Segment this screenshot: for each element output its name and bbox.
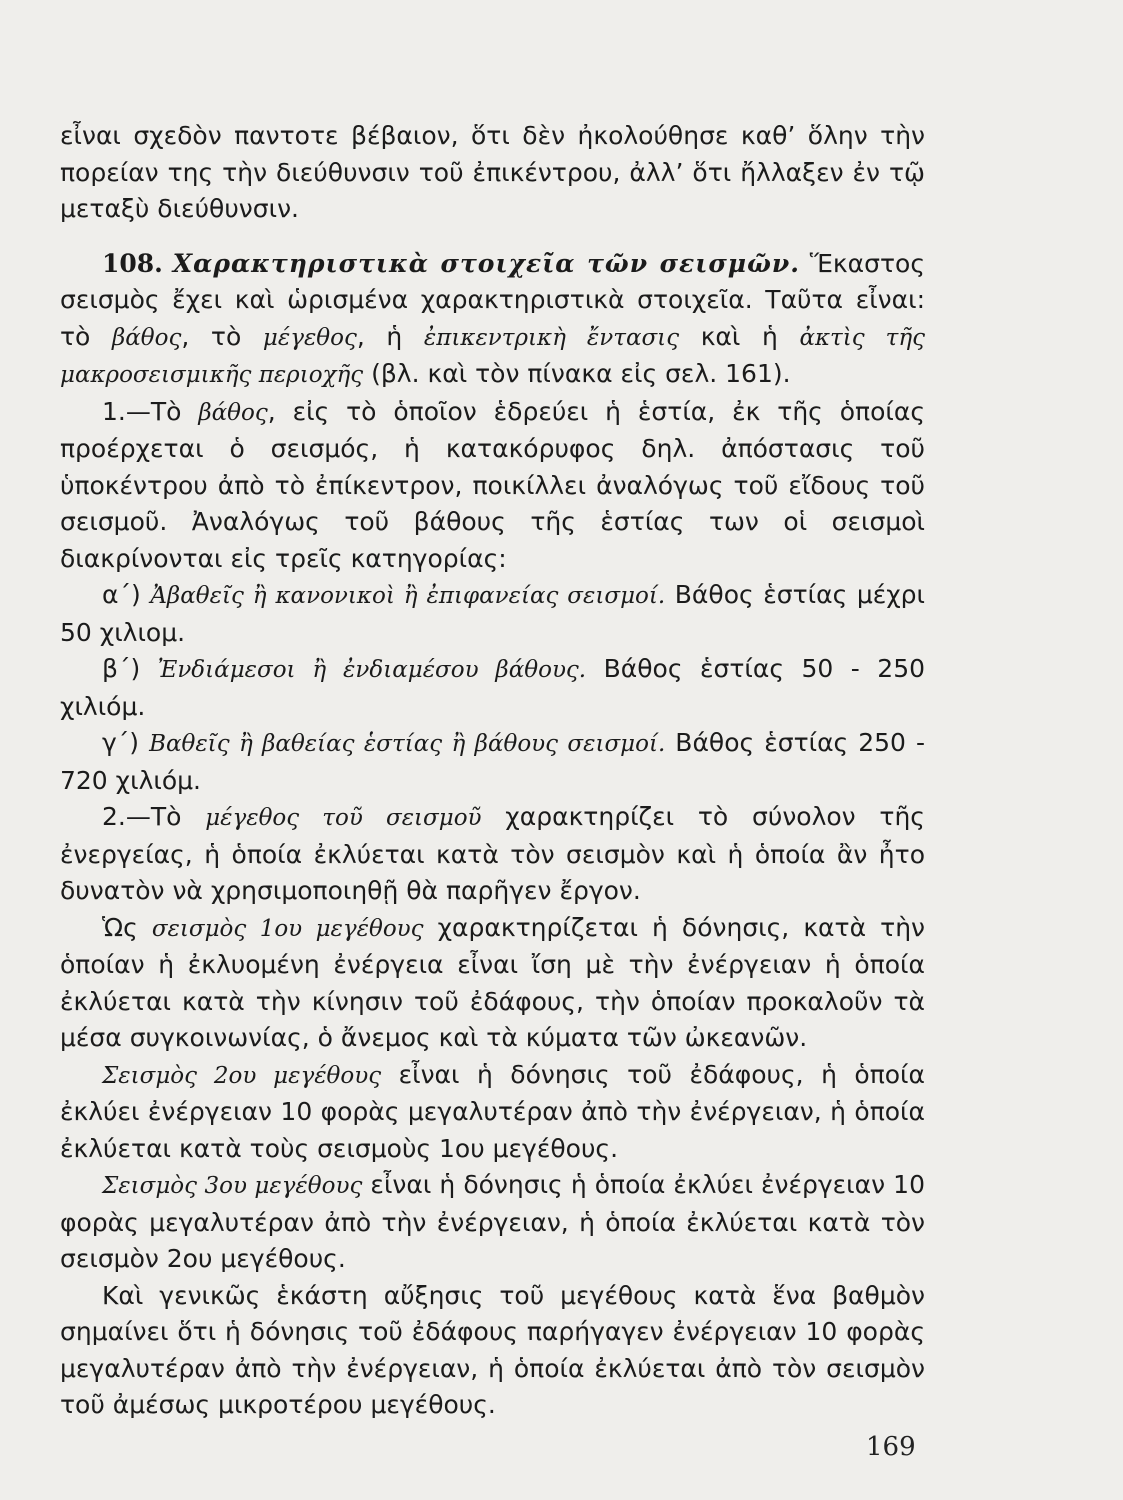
- paragraph-magnitude-3: Σεισμὸς 3ου μεγέθους εἶναι ἡ δόνησις ἡ ὁποία ἐκλύει ἐνέργειαν 10 φορὰς μεγαλυτέραν ἀπὸ τὴν ἐνέργειαν, ἡ ὁποία ἐκλύεται κατὰ τὸν σεισμὸν 2ου μεγέθους.: [60, 1170, 925, 1273]
- paragraph-depth: 1.—Τὸ βάθος, εἰς τὸ ὁποῖον ἑδρεύει ἡ ἑστία, ἐκ τῆς ὁποίας προέρχεται ὁ σεισμός, ἡ κατακόρυφος δηλ. ἀπόστασις τοῦ ὑποκέντρου ἀπὸ τὸ ἐπίκεντρον, ποικίλλει ἀναλόγως τοῦ εἴδους τοῦ σεισμοῦ. Ἀναλόγως τοῦ βάθους τῆς ἑστίας των οἱ σεισμοὶ διακρίνονται εἰς τρεῖς κατηγορίας:: [60, 396, 925, 573]
- list-item-a: α΄) Ἀβαθεῖς ἢ κανονικοὶ ἢ ἐπιφανείας σεισμοί. Βάθος ἑστίας μέχρι 50 χιλιομ.: [60, 580, 926, 647]
- section-number: 108.: [102, 248, 163, 278]
- body-text: [60, 118, 925, 1424]
- paragraph-magnitude-2: Σεισμὸς 2ου μεγέθους εἶναι ἡ δόνησις τοῦ ἐδάφους, ἡ ὁποία ἐκλύει ἐνέργειαν 10 φορὰς μεγαλυτέραν ἀπὸ τὴν ἐνέργειαν, ἡ ὁποία ἐκλύεται κατὰ τοὺς σεισμοὺς 1ου μεγέθους.: [60, 1059, 926, 1163]
- paragraph-continuation: εἶναι σχεδὸν παντοτε βέβαιον, ὅτι δὲν ἠκολούθησε καθ’ ὅλην τὴν πορείαν της τὴν διεύθυνσιν τοῦ ἐπικέντρου, ἀλλ’ ὅτι ἤλλαξεν ἐν τῷ μεταξὺ διεύθυνσιν.: [60, 121, 925, 223]
- paragraph-magnitude: 2.—Τὸ μέγεθος τοῦ σεισμοῦ χαρακτηρίζει τὸ σύνολον τῆς ἐνεργείας, ἡ ὁποία ἐκλύεται κατὰ τὸν σεισμὸν καὶ ἡ ὁποία ἂν ἦτο δυνατὸν νὰ χρησιμοποιηθῇ θὰ παρῆγεν ἔργον.: [60, 802, 925, 905]
- list-item-c: γ΄) Βαθεῖς ἢ βαθείας ἑστίας ἢ βάθους σεισμοί. Βάθος ἑστίας 250 - 720 χιλιόμ.: [60, 728, 925, 795]
- section-108-paragraph: 108. Χαρακτηριστικὰ στοιχεῖα τῶν σεισμῶν. Ἕκαστος σεισμὸς ἔχει καὶ ὡρισμένα χαρακτηριστικὰ στοιχεῖα. Ταῦτα εἶναι: τὸ βάθος, τὸ μέγεθος, ἡ ἐπικεντρικὴ ἔντασις καὶ ἡ ἀκτὶς τῆς μακροσεισμικῆς περιοχῆς (βλ. καὶ τὸν πίνακα εἰς σελ. 161).: [60, 248, 926, 388]
- page-number: 169: [866, 1432, 916, 1462]
- section-title: Χαρακτηριστικὰ στοιχεῖα τῶν σεισμῶν.: [172, 248, 800, 278]
- paragraph-general: Καὶ γενικῶς ἑκάστη αὔξησις τοῦ μεγέθους κατὰ ἕνα βαθμὸν σημαίνει ὅτι ἡ δόνησις τοῦ ἐδάφους παρήγαγεν ἐνέργειαν 10 φορὰς μεγαλυτέραν ἀπὸ τὴν ἐνέργειαν, ἡ ὁποία ἐκλύεται ἀπὸ τὸν σεισμὸν τοῦ ἀμέσως μικροτέρου μεγέθους.: [60, 1280, 925, 1419]
- list-item-b: β΄) Ἐνδιάμεσοι ἢ ἐνδιαμέσου βάθους. Βάθος ἑστίας 50 - 250 χιλιόμ.: [60, 654, 926, 721]
- paragraph-magnitude-1: Ὡς σεισμὸς 1ου μεγέθους χαρακτηρίζεται ἡ δόνησις, κατὰ τὴν ὁποίαν ἡ ἐκλυομένη ἐνέργεια εἶναι ἴση μὲ τὴν ἐνέργειαν ἡ ὁποία ἐκλύεται κατὰ τὴν κίνησιν τοῦ ἐδάφους, τὴν ὁποίαν προκαλοῦν τὰ μέσα συγκοινωνίας, ὁ ἄνεμος καὶ τὰ κύματα τῶν ὠκεανῶν.: [60, 912, 925, 1052]
